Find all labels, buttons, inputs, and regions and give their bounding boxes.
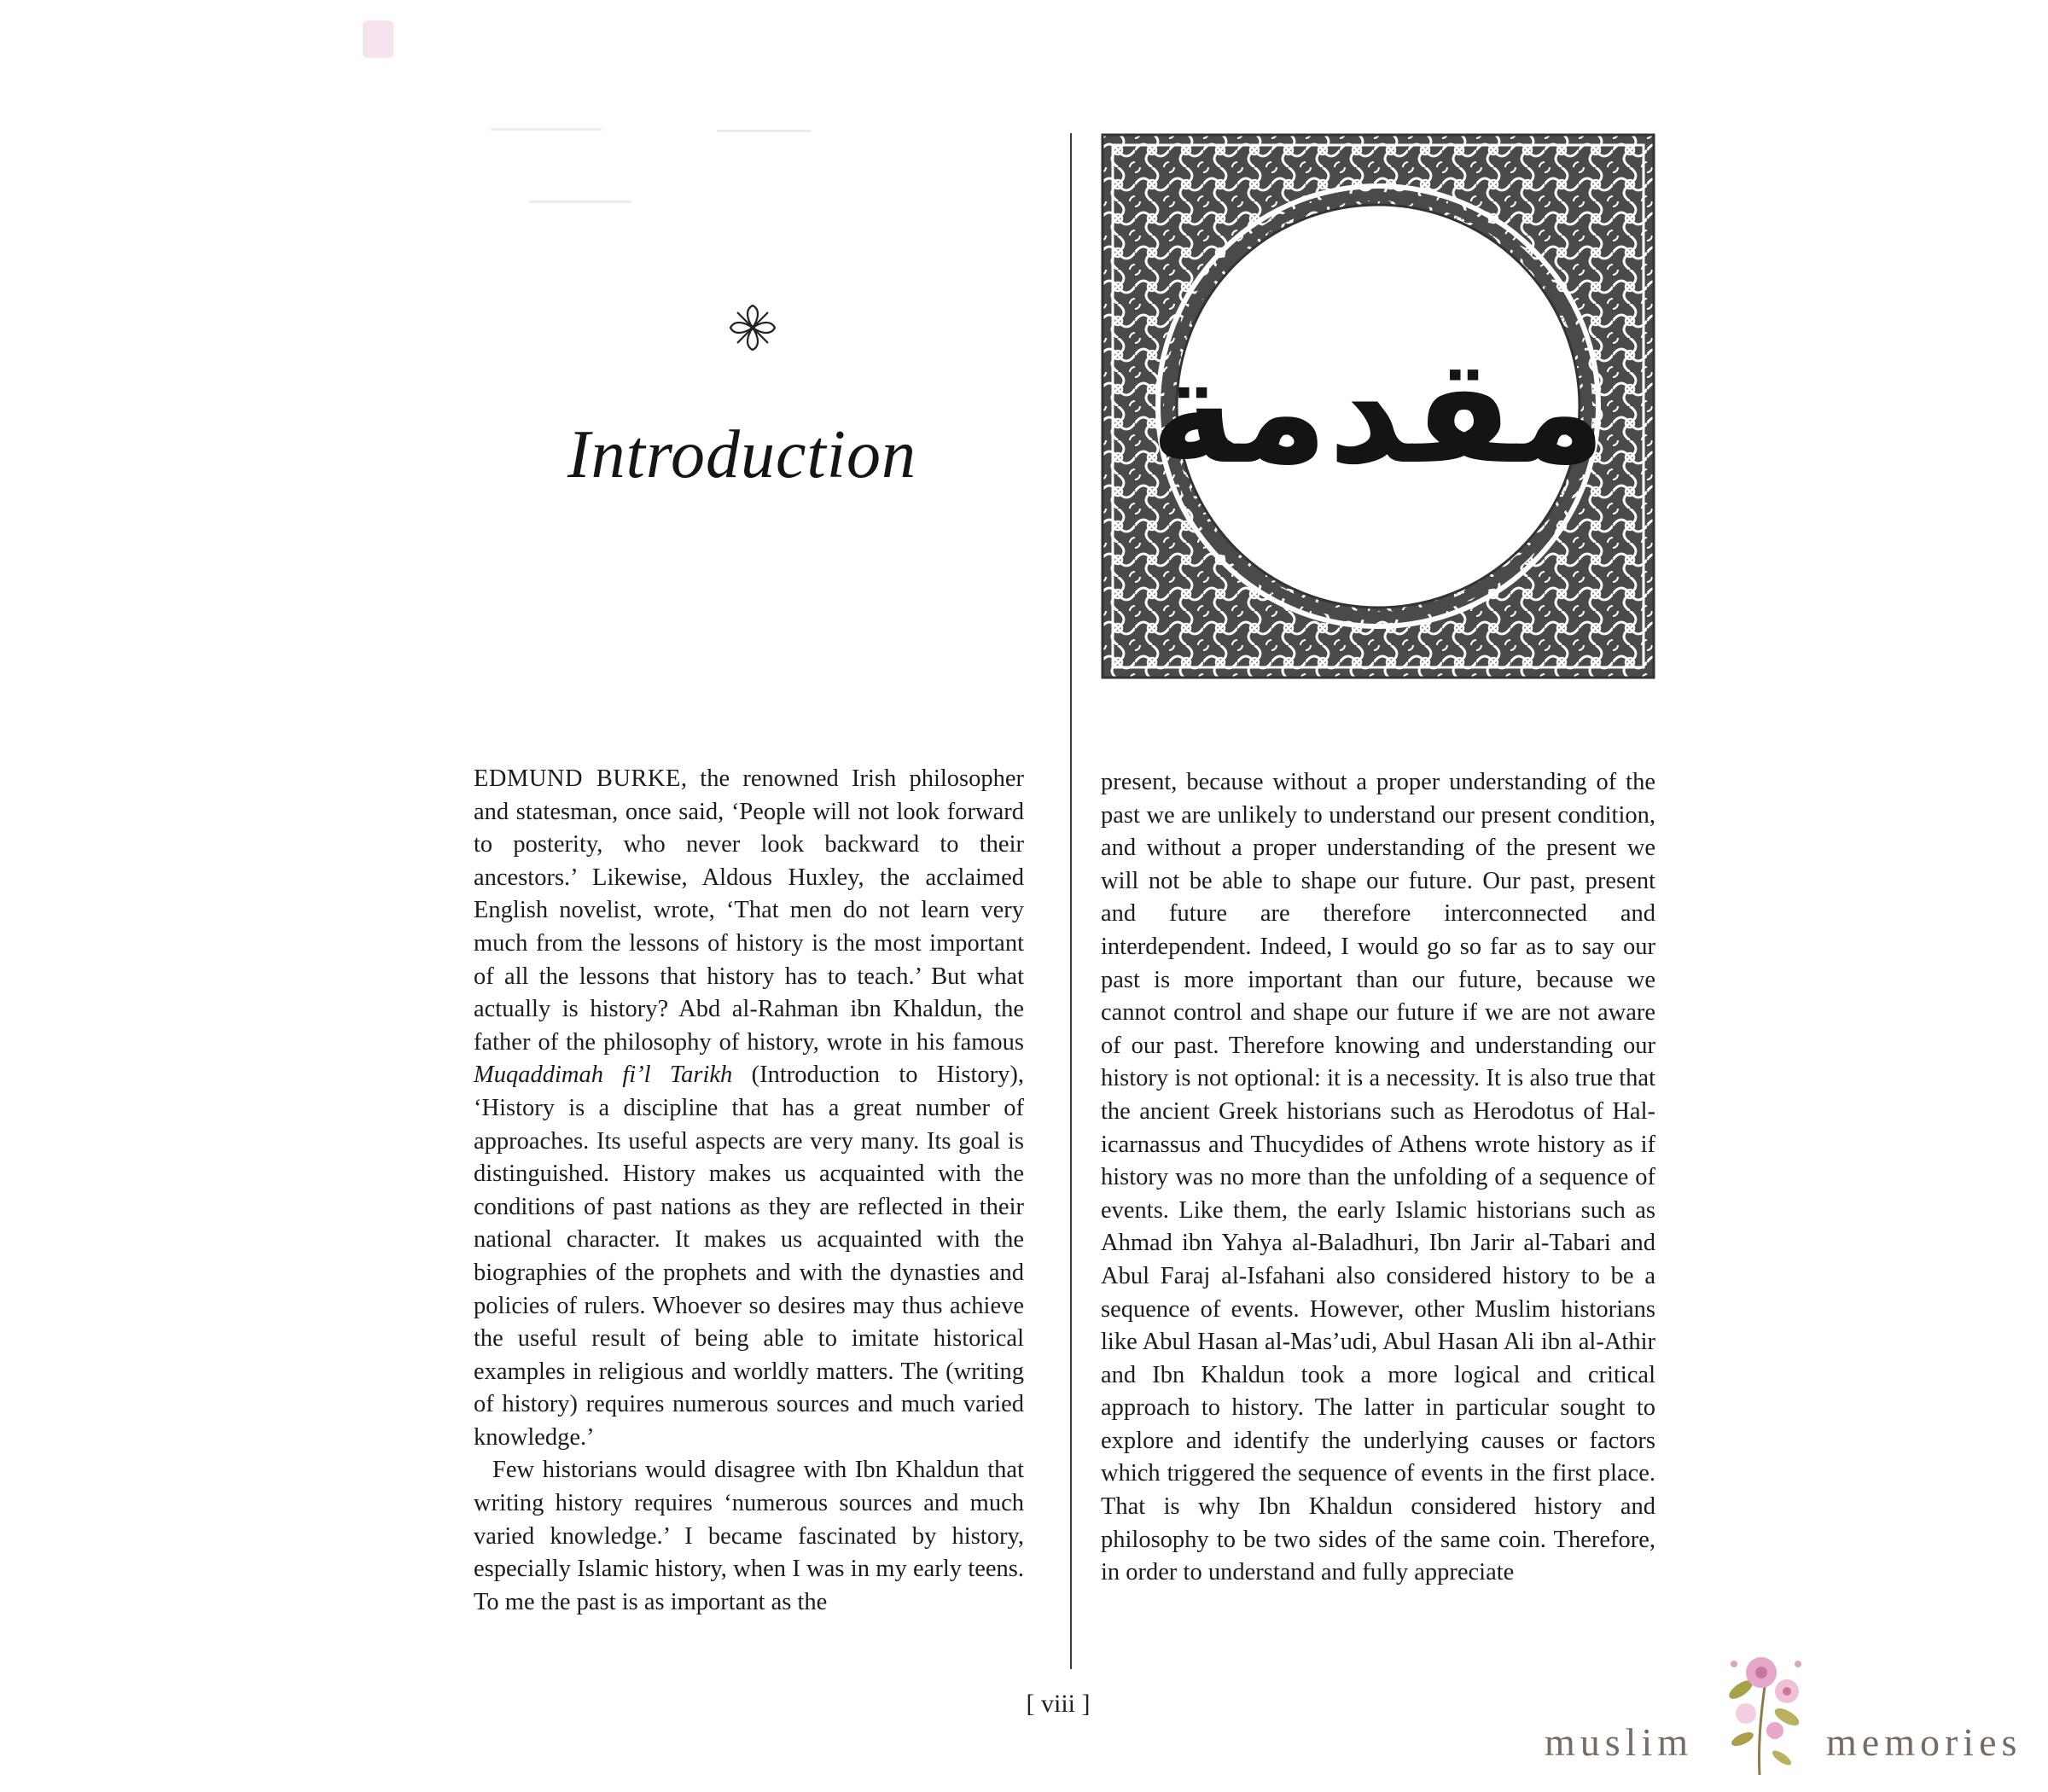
calligraphy-plate <box>1101 133 1655 679</box>
paragraph: present, because without a proper understanding of the past we are unlikely to understand our present condition, and without a proper understanding of the present we will not be able to shape our future. Our past, present and future are therefore interconnected and interdependent. Indeed, I would go so far as to say our past is more important than our future, because we cannot control and shape our future if we are not aware of our past. Therefore knowing and understanding our history is not optional: it is a necessity. It is also true that the ancient Greek historians such as Herodotus of Halicarnassus and Thucydides of Athens wrote history as if history was no more than the unfolding of a sequence of events. Like them, the early Islamic historians such as Ahmad ibn Yahya al-Baladhuri, Ibn Jarir al-Tabari and Abul Faraj al-Isfahani also considered history to be a sequence of events. However, other Muslim historians like Abul Hasan al-Mas’udi, Abul Hasan Ali ibn al-Athir and Ibn Khaldun took a more logical and critical approach to history. The latter in particular sought to explore and identify the underlying causes or factors which triggered the sequence of events in the first place. That is why Ibn Khaldun considered history and philosophy to be two sides of the same coin. Therefore, in order to understand and fully appreciate <box>1101 769 1655 1586</box>
column-divider <box>1070 133 1072 1669</box>
right-text-column <box>1101 766 1655 1590</box>
page-number: [ viii ] <box>1026 1690 1091 1718</box>
text-run: (Introduction to History), ‘History is a discipline that has a great number of approaches. Its useful aspects are very many. Its goal is distinguished. History makes us acquainted with the conditions of past nations as they are reflected in their national character. It makes us acquainted with the biographies of the prophets and with the dynasties and policies of rulers. Whoever so desires may thus achieve the useful result of being able to imitate historical examples in religious and worldly matters. The (writing of history) requires numerous sources and much varied knowledge.’ <box>474 1062 1024 1451</box>
scan-artifact <box>363 20 393 58</box>
fleuron-icon <box>727 302 778 353</box>
chapter-title: Introduction <box>567 417 916 492</box>
scan-artifact <box>529 201 631 203</box>
text-run: , the renowned Irish philosopher and statesman, once said, ‘People will not look forward to posterity, who never look backward to their ancestors.’ Likewise, Aldous Huxley, the acclaimed English novelist, wrote, ‘That men do not learn very much from the lessons of history is the most important of all the lessons that history has to teach.’ But what actually is history? Abd al-Rahman ibn Khaldun, the father of the philosophy of history, wrote in his famous <box>474 765 1025 1056</box>
calligraphy-text: مقدمة <box>1149 328 1607 497</box>
watermark-word: memories <box>1826 1720 2022 1764</box>
paragraph <box>474 763 1024 1454</box>
flower-icon <box>1708 1638 1819 1783</box>
scan-artifact <box>717 130 811 132</box>
left-text-column <box>474 763 1024 1619</box>
paragraph: Few historians would disagree with Ibn Khaldun that writing history requires ‘numerous sources and much varied knowledge.’ I became fascinated by history, especially Islamic history, when I was in my early teens. To me the past is as important as the <box>474 1457 1024 1615</box>
scan-artifact <box>491 128 602 131</box>
watermark-word: muslim <box>1545 1720 1694 1764</box>
book-title: Muqaddimah fi’l Tarikh <box>474 1062 733 1089</box>
lead-in-name: EDMUND BURKE <box>474 765 681 792</box>
